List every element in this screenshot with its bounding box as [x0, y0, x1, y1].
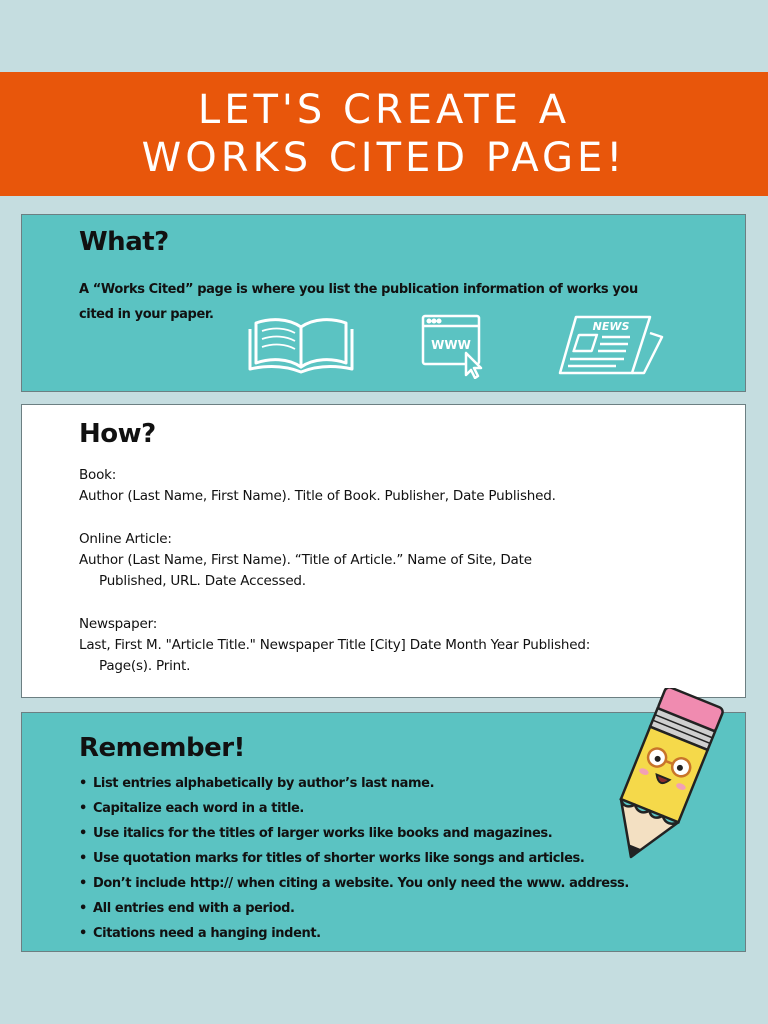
what-panel — [21, 214, 746, 392]
newspaper-icon — [556, 313, 668, 377]
title-line-2: WORKS CITED PAGE! — [141, 135, 627, 181]
list-item: • Use quotation marks for titles of shorter works like songs and articles. — [79, 851, 585, 866]
book-citation — [79, 465, 699, 507]
what-description-line-2: cited in your paper. — [79, 307, 214, 322]
book-label: Book: — [79, 467, 117, 483]
newspaper-format-line-2: Page(s). Print. — [99, 658, 191, 674]
online-label: Online Article: — [79, 531, 172, 547]
list-item: • All entries end with a period. — [79, 901, 295, 916]
browser-www-icon — [420, 313, 490, 379]
online-format-line-1: Author (Last Name, First Name). “Title of Article.” Name of Site, Date — [79, 552, 532, 568]
list-item: • Citations need a hanging indent. — [79, 926, 321, 941]
list-item: • List entries alphabetically by author’s last name. — [79, 776, 435, 791]
newspaper-label: Newspaper: — [79, 616, 158, 632]
remember-heading: Remember! — [79, 733, 245, 763]
list-item: • Use italics for the titles of larger works like books and magazines. — [79, 826, 553, 841]
title-banner — [0, 72, 768, 196]
open-book-icon — [244, 315, 358, 375]
list-item: • Capitalize each word in a title. — [79, 801, 304, 816]
newspaper-citation — [79, 614, 699, 677]
what-description-line-1: A “Works Cited” page is where you list the publication information of works you — [79, 282, 638, 297]
how-heading: How? — [79, 419, 156, 449]
online-format-line-2: Published, URL. Date Accessed. — [99, 573, 306, 589]
pencil-mascot-icon — [590, 688, 740, 873]
how-panel — [21, 404, 746, 698]
remember-list — [79, 771, 629, 946]
browser-www-label: WWW — [431, 338, 471, 352]
what-heading: What? — [79, 227, 169, 257]
book-format: Author (Last Name, First Name). Title of Book. Publisher, Date Published. — [79, 488, 556, 504]
online-article-citation — [79, 529, 699, 592]
newspaper-format-line-1: Last, First M. "Article Title." Newspaper Title [City] Date Month Year Published: — [79, 637, 591, 653]
newspaper-news-label: NEWS — [592, 320, 630, 333]
title-line-1: LET'S CREATE A — [197, 87, 571, 133]
list-item: • Don’t include http:// when citing a website. You only need the www. address. — [79, 876, 629, 891]
